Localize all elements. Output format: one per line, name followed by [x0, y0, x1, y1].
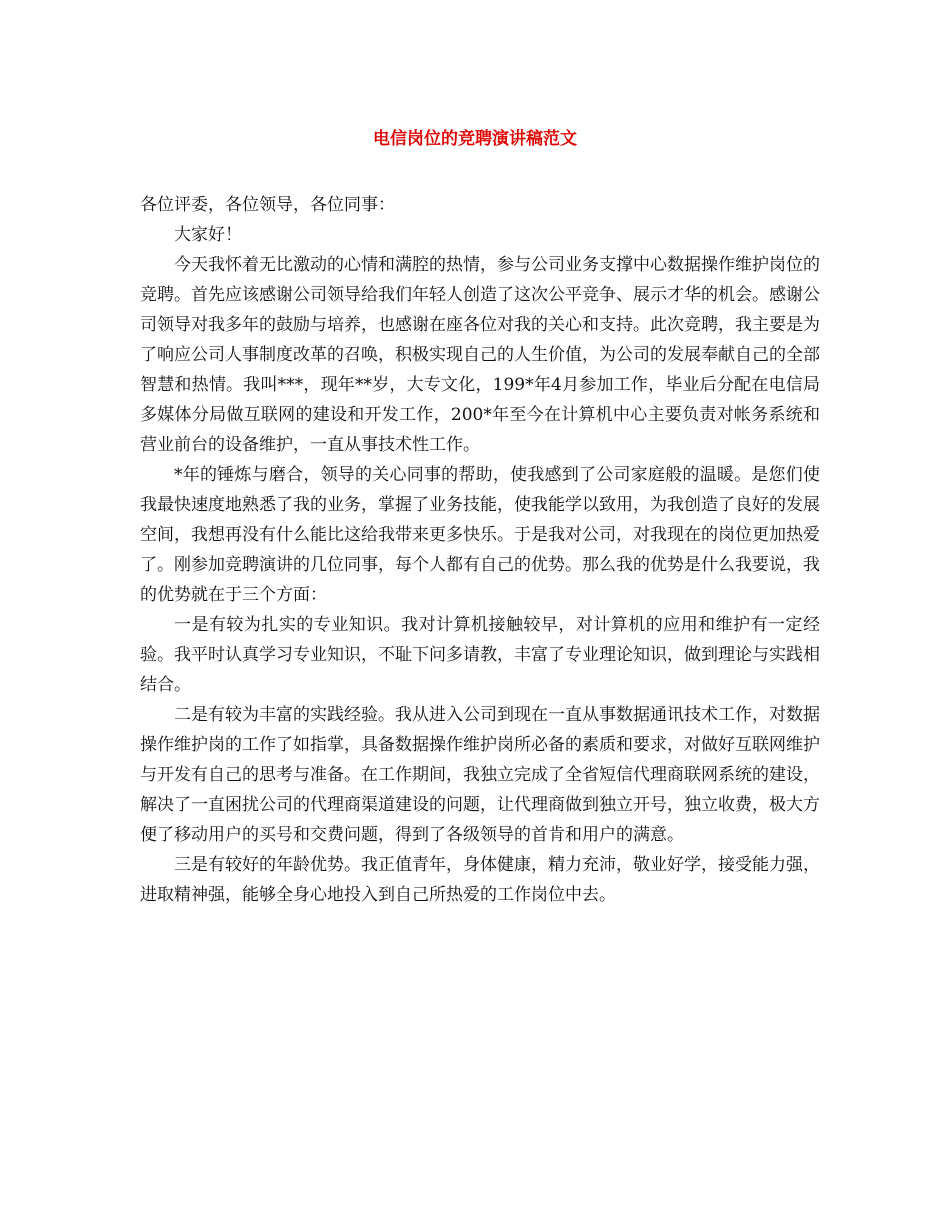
- paragraph-gratitude: *年的锤炼与磨合，领导的关心同事的帮助，使我感到了公司家庭般的温暖。是您们使我最快速度地熟悉了我的业务，掌握了业务技能，使我能学以致用，为我创造了良好的发展空间，我想再没有什么能比这给我带来更多快乐。于是我对公司，对我现在的岗位更加热爱了。刚参加竞聘演讲的几位同事，每个人都有自己的优势。那么我的优势是什么我要说，我的优势就在于三个方面：: [140, 465, 820, 605]
- paragraph-advantage-two: 二是有较为丰富的实践经验。我从进入公司到现在一直从事数据通讯技术工作，对数据操作维护岗的工作了如指掌，具备数据操作维护岗所必备的素质和要求，对做好互联网维护与开发有自己的思考与准备。在工作期间，我独立完成了全省短信代理商联网系统的建设，解决了一直困扰公司的代理商渠道建设的问题，让代理商做到独立开号，独立收费，极大方便了移动用户的买号和交费问题，得到了各级领导的首肯和用户的满意。: [140, 705, 820, 845]
- salutation: 各位评委，各位领导，各位同事：: [140, 195, 395, 215]
- document-title: 电信岗位的竞聘演讲稿范文: [373, 129, 577, 149]
- paragraph-advantage-one: 一是有较为扎实的专业知识。我对计算机接触较早，对计算机的应用和维护有一定经验。我平时认真学习专业知识，不耻下问多请教，丰富了专业理论知识，做到理论与实践相结合。: [140, 615, 820, 695]
- document-body: [140, 190, 820, 910]
- paragraph-advantage-three: 三是有较好的年龄优势。我正值青年，身体健康，精力充沛，敬业好学，接受能力强，进取精神强，能够全身心地投入到自己所热爱的工作岗位中去。: [140, 855, 820, 905]
- paragraph-greeting: 大家好！: [174, 225, 242, 245]
- paragraph-introduction: 今天我怀着无比激动的心情和满腔的热情，参与公司业务支撑中心数据操作维护岗位的竞聘。首先应该感谢公司领导给我们年轻人创造了这次公平竞争、展示才华的机会。感谢公司领导对我多年的鼓励与培养，也感谢在座各位对我的关心和支持。此次竞聘，我主要是为了响应公司人事制度改革的召唤，积极实现自己的人生价值，为公司的发展奉献自己的全部智慧和热情。我叫***，现年**岁，大专文化，199*年4月参加工作，毕业后分配在电信局多媒体分局做互联网的建设和开发工作，200*年至今在计算机中心主要负责对帐务系统和营业前台的设备维护，一直从事技术性工作。: [140, 255, 820, 455]
